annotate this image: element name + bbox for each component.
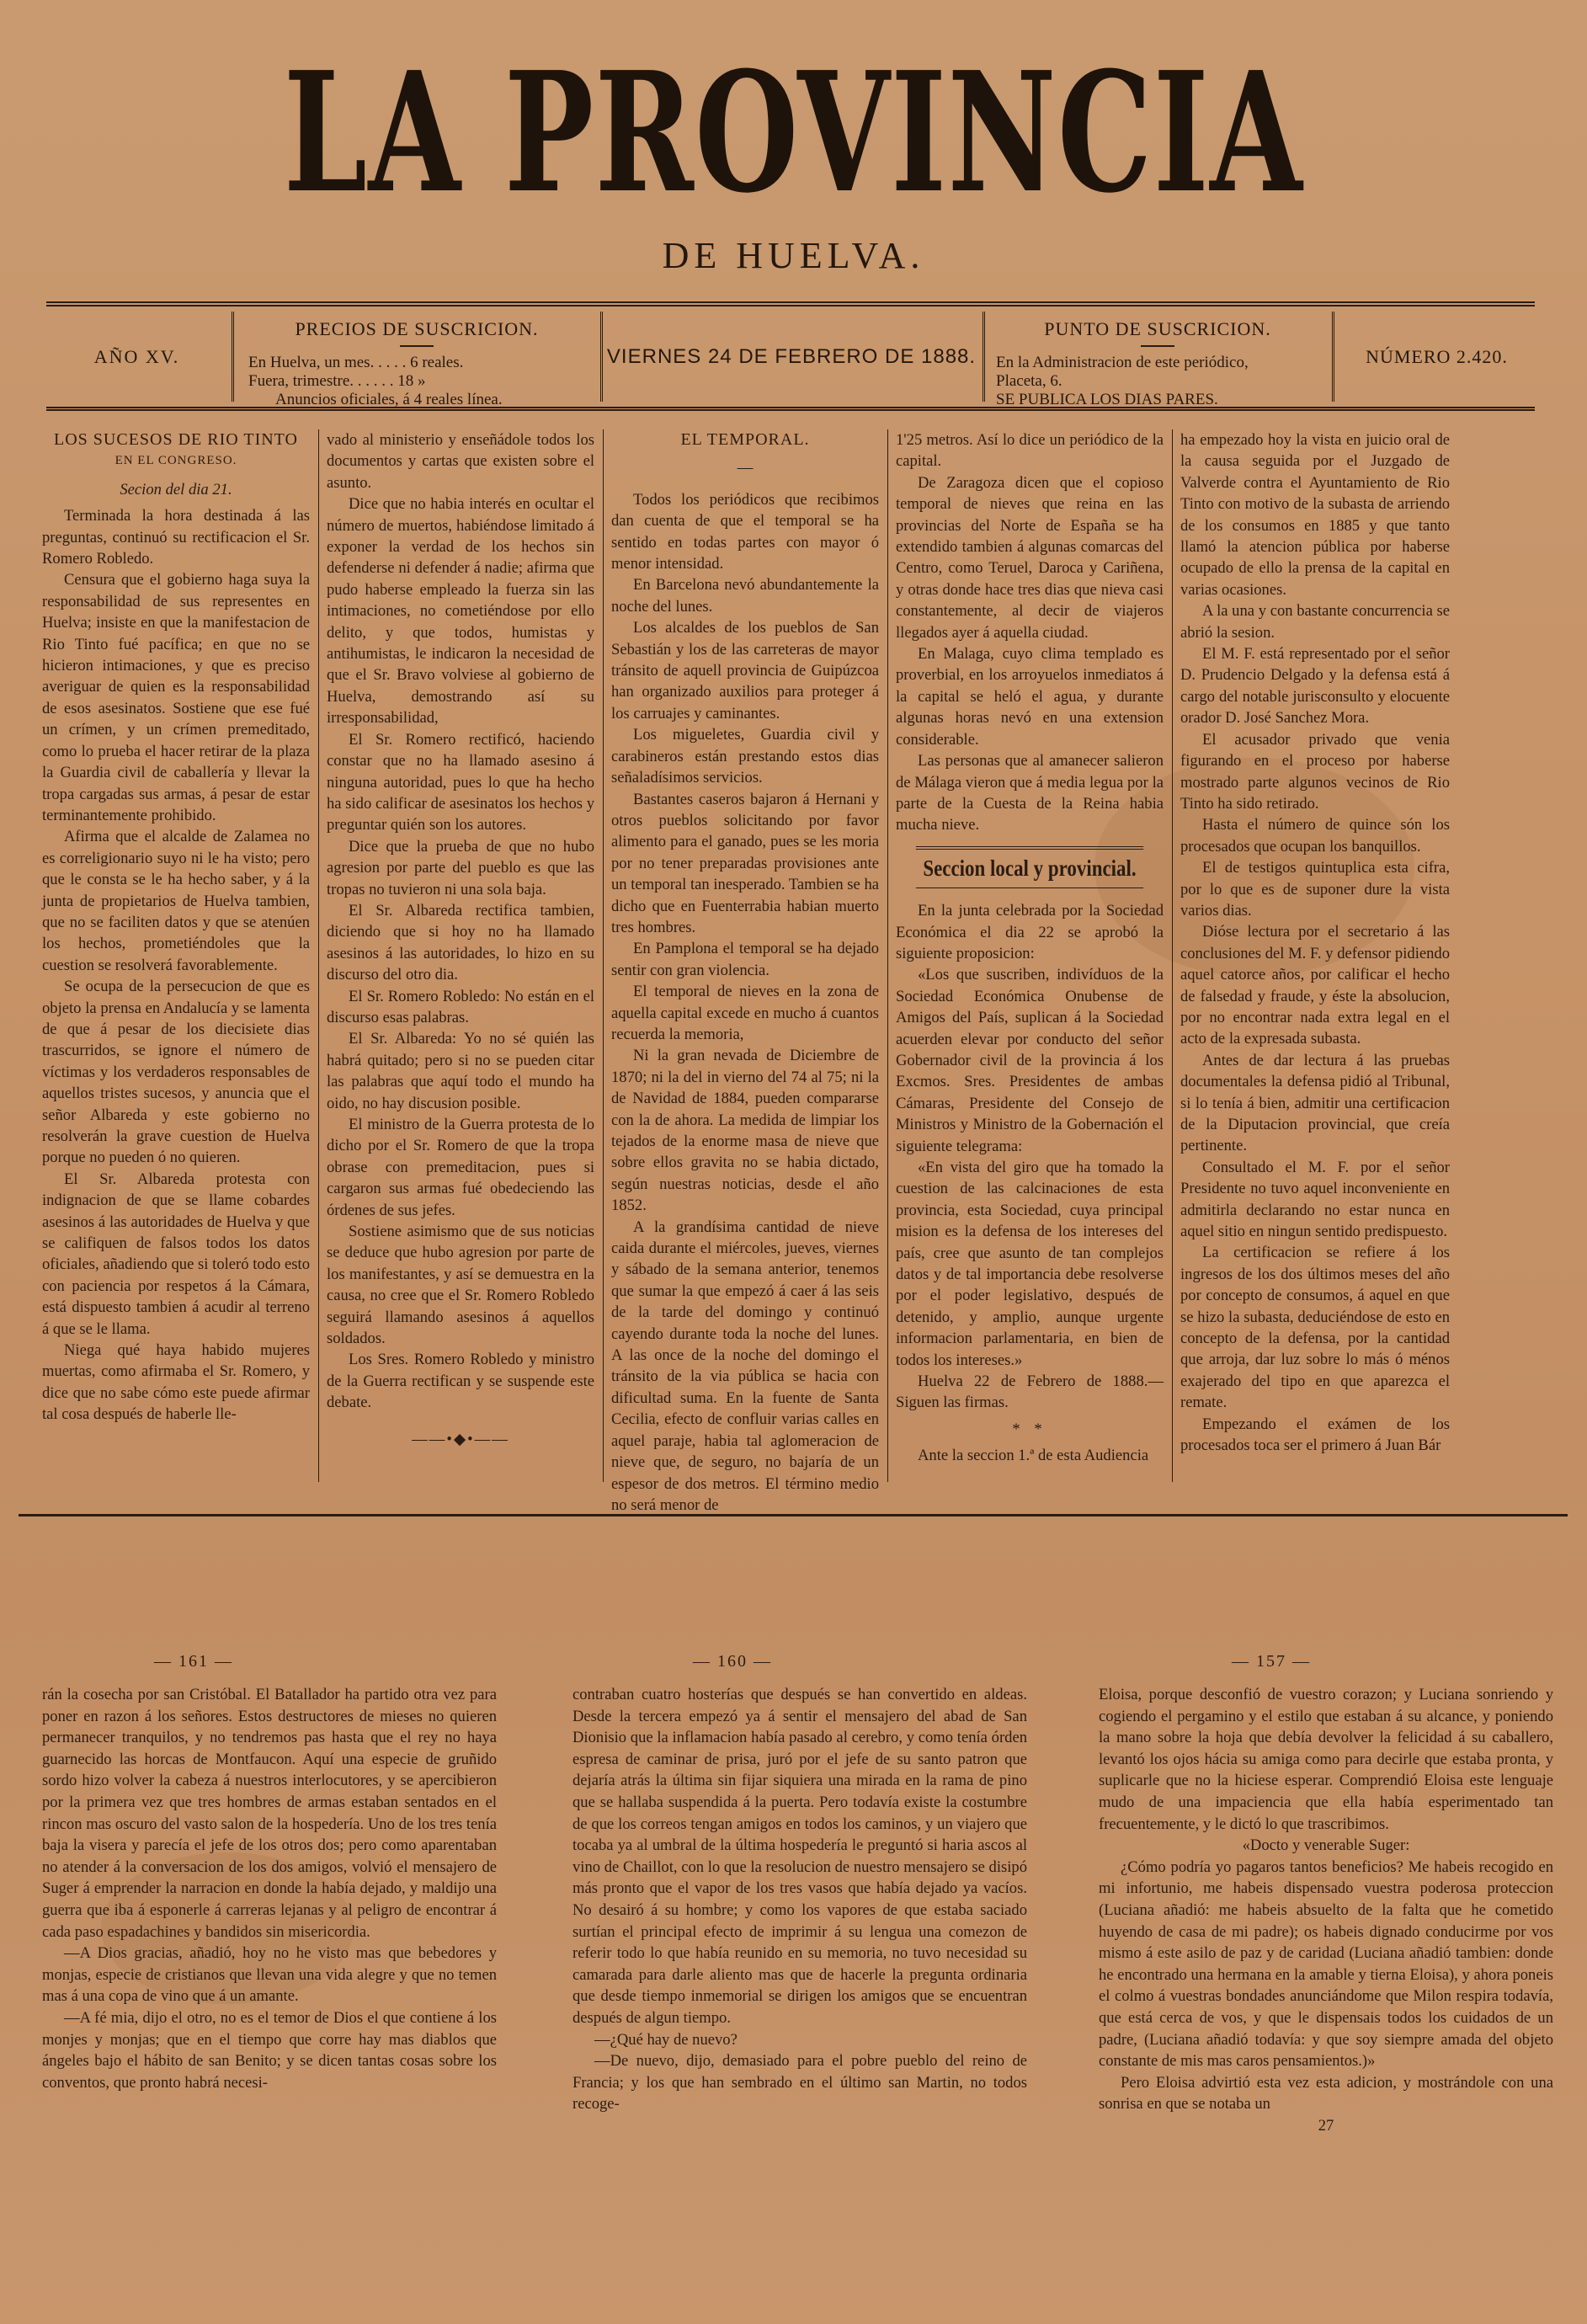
paragraph: ha empezado hoy la vista en juicio oral de la causa seguida por el Juzgado de Valverde contra el Ayuntamiento de Rio Tinto con motivo de la subasta de arriendo de los consumos en 1885 y que tanto llamó la atencion pública por haberse ocupado de ello la prensa de la capital en varias ocasiones. xyxy=(1180,431,1450,599)
paragraph: Antes de dar lectura á las pruebas documentales la defensa pidió al Tribunal, si lo tenía á bien, admitir una certificacion de la Diputacion provincial, que creía pertinente. xyxy=(1180,1051,1450,1155)
letter-salutation: «Docto y venerable Suger: xyxy=(1242,1836,1410,1855)
paragraph: Las personas que al amanecer salieron de Málaga vieron que á media legua por la parte de la Cuesta de la Reina habia mucha nieve. xyxy=(896,752,1164,834)
paragraph: contraban cuatro hosterías que después se han convertido en aldeas. Desde la tercera empezó ya á sentir el mensajero del abad de San Dionisio que la inflamacion había pasado al cerebro, y como tenía órden espresa de caminar de prisa, juró por el jefe de su santo patron que dejaría atrás la última sin fijar siquiera una mirada en la rama de pino que se hallaba suspendida á la puerta. Pero todavía existe la costumbre de que los correos tengan amigos en todos los caminos, y un viajero que tocaba ya al umbral de la última hospedería le preguntó si haria ascos al vino de Chaillot, con lo que la resolucion de nuestro mensajero se disipó más pronto que el vapor de los tres vasos que había dejado ya vacíos. No desairó á su hombre; y como los vapores de que estaba saciado surtían el principal efecto de imprimir á su lengua una comezon de referir todo lo que había reunido en su memoria, no tuvo necesidad su camarada para darle aliento mas que de hacerle la pregunta ordinaria que desde tiempo inmemorial se dirigen los amigos que se encuentran después de algun tiempo. xyxy=(572,1686,1027,2027)
paragraph: Los migueletes, Guardia civil y carabineros están prestando estos dias señaladísimos servicios. xyxy=(611,726,879,787)
signature-number: 27 xyxy=(1318,2116,1334,2135)
folletin-column-3 xyxy=(1099,1684,1553,2324)
paragraph: —A Dios gracias, añadió, hoy no he visto mas que bebedores y monjas, especie de cristianos que llevan una vida alegre y que no temen mas á una copa de vino que á un amante. xyxy=(42,1944,497,2006)
issue-number: NÚMERO 2.420. xyxy=(1366,345,1508,367)
page-number: — 161 — xyxy=(154,1652,233,1671)
paragraph: vado al ministerio y enseñádole todos los documentos y cartas que existen sobre el asunto. xyxy=(327,431,594,492)
folletin-divider xyxy=(19,1514,1568,1516)
paragraph: rán la cosecha por san Cristóbal. El Batallador ha partido otra vez para poner en razon á los señores. Estos destructores de mieses no quieren permanecer tranquilos, y no tendremos pas hasta que el rey no haya guarnecido las horcas de Montfaucon. Aquí una especie de gruñido sordo hizo volver la cabeza á nuestros interlocutores, y se apercibieron por la primera vez que tres hombres de armas estaban sentados en el rincon mas oscuro del vasto salon de la hospedería. Uno de los tres tenía baja la visera y parecía el jefe de los otros dos; pero como aparentaban no atender á la conversacion de los dos amigos, volvió el mensajero de Suger á emprender la narracion en donde la había dejado, y maldijo una guerra que iba á esponerle á carreras lejanas y al peligro de encontrar á cada paso espadachines y bandidos sin misericordia. xyxy=(42,1686,497,1941)
separator-stars: * * xyxy=(1012,1420,1047,1438)
price-line: En Huelva, un mes. . . . . 6 reales. xyxy=(248,354,464,371)
paragraph: —De nuevo, dijo, demasiado para el pobre pueblo del reino de Francia; y los que han sembrado en el último san Martin, no todos recoge- xyxy=(572,2052,1027,2113)
column-local xyxy=(896,429,1164,1482)
section-heading: Seccion local y provincial. xyxy=(916,846,1143,888)
title-dash: — xyxy=(737,459,754,477)
column-divider xyxy=(603,429,604,1482)
paragraph: Dióse lectura por el secretario á las conclusiones del M. F. y defensor pidiendo aquel catorce años, por calificar el hecho de falsedad y fraude, y éste la absolucion, por no encontrar nada extra legal en el acto de la expresada subasta. xyxy=(1180,923,1450,1048)
paragraph: «Los que suscriben, indivíduos de la Sociedad Económica Onubense de Amigos del País, suplican á la Sociedad acuerden elevar por conducto del señor Gobernador civil de la provincia á los Excmos. Sres. Presidentes de ambas Cámaras, Presidente del Consejo de Ministros y Ministro de la Gobernación el siguiente telegrama: xyxy=(896,966,1164,1155)
paragraph: Pero Eloisa advirtió esta vez esta adicion, y mostrándole con una sonrisa en que se notaba un xyxy=(1099,2073,1553,2113)
article-title: LOS SUCESOS DE RIO TINTO xyxy=(54,430,298,449)
paragraph: Se ocupa de la persecucion de que es objeto la prensa en Andalucía y se lamenta de que á pesar de los diecisiete dias trascurridos, se ignore el número de víctimas y los verdaderos responsables de aquellos tristes sucesos, y anuncia que el señor Albareda y este gobierno no resolverán la grave cuestion de Huelva porque no pueden ó no quieren. xyxy=(42,978,310,1167)
issue-date: VIERNES 24 DE FEBRERO DE 1888. xyxy=(606,344,977,368)
divider xyxy=(232,312,234,402)
column-rio-tinto xyxy=(42,429,310,1482)
column-audiencia xyxy=(1180,429,1450,1482)
paragraph: El Sr. Romero rectificó, haciendo constar que no ha llamado asesino á ninguna autoridad, pues lo que ha hecho ha sido calificar de asesinatos los hechos y preguntar quién son los autores. xyxy=(327,730,594,834)
paragraph: Consultado el M. F. por el señor Presidente no tuvo aquel inconveniente en admitirla declarando no estar nunca en aquel sitio en ningun sentido predispuesto. xyxy=(1180,1158,1450,1241)
newspaper-title: LA PROVINCIA xyxy=(283,36,1304,230)
page-number: — 160 — xyxy=(693,1652,772,1671)
paragraph: Eloisa, porque desconfió de vuestro corazon; y Luciana sonriendo y cogiendo el pergamino y el estilo que estaban á su alcance, y poniendo la mano sobre la hoja que debía devolver la felicidad á su caballero, levantó los ojos hácia su amiga como para decirle que estaba pronta, y suplicarle que no la hiciese esperar. Comprendió Eloisa este lenguaje mudo de una impaciencia que ella había esperimentado tan frecuentemente, y le dictó lo que trascribimos. xyxy=(1099,1686,1553,1833)
paragraph: Niega qué haya habido mujeres muertas, como afirmaba el Sr. Romero, y dice que no sabe cómo este puede afirmar tal cosa después de haberle lle- xyxy=(42,1341,310,1424)
paragraph: El M. F. está representado por el señor D. Prudencio Delgado y la defensa está á cargo del notable jurisconsulto y elocuente orador D. José Sanchez Mora. xyxy=(1180,645,1450,728)
column-divider xyxy=(1172,429,1173,1482)
folletin-column-1 xyxy=(42,1684,497,2324)
prices-heading: PRECIOS DE SUSCRICION. xyxy=(295,318,539,339)
paragraph: En Pamplona el temporal se ha dejado sentir con gran violencia. xyxy=(611,940,879,979)
point-line: Placeta, 6. xyxy=(996,372,1062,390)
folletin-column-2 xyxy=(572,1684,1027,2324)
session-label: Secion del dia 21. xyxy=(120,480,232,498)
divider xyxy=(1141,345,1174,347)
paragraph: —¿Qué hay de nuevo? xyxy=(594,2030,738,2049)
paragraph: El Sr. Albareda rectifica tambien, diciendo que si hoy no ha llamado asesinos á las autoridades, lo hizo en su discurso del otro dia. xyxy=(327,901,594,984)
paragraph: Dice que no habia interés en ocultar el número de muertos, habiéndose limitado á exponer la verdad de los hechos sin defenderse ni defender á nadie; afirma que pudo haberse empleado la fuerza sin las intimaciones, no cometiéndose por ello delito, y que todos, humistas y antihumistas, le indicaron la necesidad de que el Sr. Bravo volviese al gobierno de Huelva, demostrando así su irresponsabilidad, xyxy=(327,495,594,728)
divider xyxy=(400,345,434,347)
paragraph: De Zaragoza dicen que el copioso temporal de nieves que reina en las provincias del Norte de España se ha extendido tambien á algunas comarcas del Centro, como Teruel, Daroca y Cariñena, y otras donde hace tres dias que nieva casi constantemente, al decir de viajeros llegados ayer á aquella ciudad. xyxy=(896,473,1164,642)
paragraph: Bastantes caseros bajaron á Hernani y otros pueblos solicitando por favor alimento para el ganado, pues se les moria por no tener preparadas provisiones ante un temporal tan inesperado. Tambien se ha dicho que en Fuenterrabia habian muerto tres hombres. xyxy=(611,790,879,936)
paragraph: A la una y con bastante concurrencia se abrió la sesion. xyxy=(1180,602,1450,642)
article-subtitle: EN EL CONGRESO. xyxy=(114,454,237,468)
divider xyxy=(983,312,985,402)
paragraph: El de testigos quintuplica esta cifra, por lo que es de suponer dure la vista varios dias. xyxy=(1180,859,1450,919)
paragraph: Afirma que el alcalde de Zalamea no es correligionario suyo ni le ha visto; pero que le consta se le ha hecho saber, y á la junta de propietarios de Huelva tambien, que no se faciliten datos y que se atenúen los hechos, prometiéndoles que la cuestion se resolverá favorablemente. xyxy=(42,828,310,974)
paragraph: ¿Cómo podría yo pagaros tantos beneficios? Me habeis recogido en mi infortunio, me habeis dispensado vuestra poderosa proteccion (Luciana añadió: me habeis absuelto de la falta que he cometido huyendo de casa de mi padre); os habeis dignado conducirme por vos mismo á este asilo de paz y de caridad (Luciana añadió tambien: donde he encontrado una hermana en la amable y tierna Eloisa), y ahora poneis el colmo á vuestras bondades anunciándome que Milon respira todavía, que está cerca de vos, y que le dispensais todos los cuidados de un padre, (Luciana añadió todavía: y que soy siempre amada del objeto constante de mis mas caros pensamientos.)» xyxy=(1099,1858,1553,2071)
info-bar xyxy=(46,301,1535,411)
paragraph: —A fé mia, dijo el otro, no es el temor de Dios el que contiene á los monjes y monjas; que en el tiempo que corre hay mas diablos que ángeles bajo el hábito de san Benito; y se dicen tantas cosas sobre los conventos, que pronto habrá necesi- xyxy=(42,2008,497,2092)
paragraph: A la grandísima cantidad de nieve caida durante el miércoles, jueves, viernes y sábado de la semana anterior, tenemos que sumar la que empezó á caer á las seis de la tarde del domingo y continuó cayendo durante toda la noche del lunes. A las once de la noche del domingo el tránsito de la via pública se hacia con dificultad suma. En la fuente de Santa Cecilia, efecto de confluir varias calles en aquel paraje, habia tal aglomeracion de nieve que, de seguro, no bajaría de un espesor de dos metros. El término medio no será menor de xyxy=(611,1218,879,1514)
paragraph: Ni la gran nevada de Diciembre de 1870; ni la del in vierno del 74 al 75; ni la de Navidad de 1884, pueden compararse con la de ahora. La medida de limpiar los tejados de la enorme masa de nieve que sobre ellos gravita no se habia dictado, según nuestras noticias, desde el año 1852. xyxy=(611,1047,879,1215)
paragraph: Terminada la hora destinada á las preguntas, continuó su rectificacion el Sr. Romero Robledo. xyxy=(42,507,310,568)
paragraph: La certificacion se refiere á los ingresos de los dos últimos meses del año por concepto de consumos, á aquel en que se hizo la subasta, deduciéndose de esto en concepto de la defensa, por la cantidad que arroja, dar luz sobre lo más ó ménos exajerado del tipo en que aparezca el remate. xyxy=(1180,1244,1450,1412)
ornament: ——•◆•—— xyxy=(412,1430,509,1448)
paragraph: En Malaga, cuyo clima templado es proverbial, en los arroyuelos inmediatos á la capital se heló el agua, y durante algunas horas nevó en una extension considerable. xyxy=(896,645,1164,749)
column-divider xyxy=(318,429,319,1482)
paragraph: 1'25 metros. Así lo dice un periódico de la capital. xyxy=(896,431,1164,471)
point-heading: PUNTO DE SUSCRICION. xyxy=(1044,318,1271,339)
paragraph: Sostiene asimismo que de sus noticias se deduce que hubo agresion por parte de los manifestantes, y así se demuestra en la causa, no cree que el Sr. Romero Robledo seguirá llamando asesinos á aquellos soldados. xyxy=(327,1223,594,1348)
newspaper-subtitle: DE HUELVA. xyxy=(662,235,925,276)
subscription-point xyxy=(989,306,1326,407)
price-line: Fuera, trimestre. . . . . . 18 » xyxy=(248,372,426,390)
divider xyxy=(1332,312,1334,402)
paragraph: Huelva 22 de Febrero de 1888.—Siguen las firmas. xyxy=(896,1373,1164,1412)
paragraph: Hasta el número de quince són los procesados que ocupan los banquillos. xyxy=(1180,816,1450,856)
point-line: En la Administracion de este periódico, xyxy=(996,354,1249,371)
paragraph: Censura que el gobierno haga suya la responsabilidad de sus representes en Huelva; insiste en que la manifestacion de Rio Tinto fué pacífica; en que no se hicieron intimaciones, y que es preciso averiguar de quien es la responsabilidad de esos asesinatos. Sostiene que ese fué un crímen, y un crímen premeditado, como lo prueba el hacer retirar de la plaza la Guardia civil de caballería y llevar la tropa cargadas sus armas, á pesar de estar terminantemente prohibido. xyxy=(42,571,310,824)
paragraph: Dice que la prueba de que no hubo agresion por parte del pueblo es que las tropas no tuvieron ni una sola baja. xyxy=(327,837,594,898)
column-divider xyxy=(887,429,888,1482)
paragraph: El Sr. Albareda protesta con indignacion de que se llame cobardes asesinos á las autoridades de Huelva y que se califiquen de falsos todos los datos oficiales, añadiendo que si toleró todo esto con paciencia por respetos á la Cámara, está dispuesto tambien á acudir al terreno á que se le llama. xyxy=(42,1170,310,1338)
year-label: AÑO XV. xyxy=(93,345,180,367)
paragraph: Todos los periódicos que recibimos dan cuenta de que el temporal se ha sentido en todas partes con mayor ó menor intensidad. xyxy=(611,490,879,573)
paragraph: Ante la seccion 1.ª de esta Audiencia xyxy=(918,1447,1149,1465)
paragraph: En Barcelona nevó abundantemente la noche del lunes. xyxy=(611,576,879,616)
page-number: — 157 — xyxy=(1232,1652,1311,1671)
paragraph: Empezando el exámen de los procesados toca ser el primero á Juan Bár xyxy=(1180,1415,1450,1455)
paragraph: Los alcaldes de los pueblos de San Sebastián y los de las carreteras de mayor tránsito de aquell provincia de Guipúzcoa han organizado auxilios para proteger á los carruajes y caminantes. xyxy=(611,619,879,722)
article-title: EL TEMPORAL. xyxy=(680,430,810,449)
paragraph: El ministro de la Guerra protesta de lo dicho por el Sr. Romero de que la tropa obrase con premeditacion, pues si cargaron sus armas fué obedeciendo las órdenes de sus jefes. xyxy=(327,1116,594,1219)
column-temporal xyxy=(611,429,879,1514)
paragraph: El temporal de nieves en la zona de aquella capital excede en mucho á cuantos recuerda la memoria, xyxy=(611,983,879,1043)
divider xyxy=(600,312,603,402)
point-line: SE PUBLICA LOS DIAS PARES. xyxy=(996,391,1218,408)
subscription-prices xyxy=(240,306,594,407)
price-line: Anuncios oficiales, á 4 reales línea. xyxy=(275,391,503,408)
paragraph: Los Sres. Romero Robledo y ministro de la Guerra rectifican y se suspende este debate. xyxy=(327,1351,594,1412)
column-rio-tinto-cont xyxy=(327,429,594,1482)
paragraph: El Sr. Romero Robledo: No están en el discurso esas palabras. xyxy=(327,987,594,1026)
paragraph: «En vista del giro que ha tomado la cuestion de las calcinaciones de esta provincia, esta Sociedad, cuya principal mision es la defensa de los intereses del país, cree que asunto de tan complejos datos y de tal importancia debe resolverse por el poder legislativo, después de detenido, y amplio, aunque urgente informacion parlamentaria, en bien de todos los intereses.» xyxy=(896,1159,1164,1369)
paragraph: El acusador privado que venia figurando en el proceso por haberse mostrado parte algunos vecinos de Rio Tinto ha sido retirado. xyxy=(1180,730,1450,813)
paragraph: En la junta celebrada por la Sociedad Económica el dia 22 se aprobó la siguiente proposicion: xyxy=(896,902,1164,962)
paragraph: El Sr. Albareda: Yo no sé quién las habrá quitado; pero si no se pueden citar las palabras que aquí todo el mundo ha oido, no hay discusion posible. xyxy=(327,1030,594,1112)
